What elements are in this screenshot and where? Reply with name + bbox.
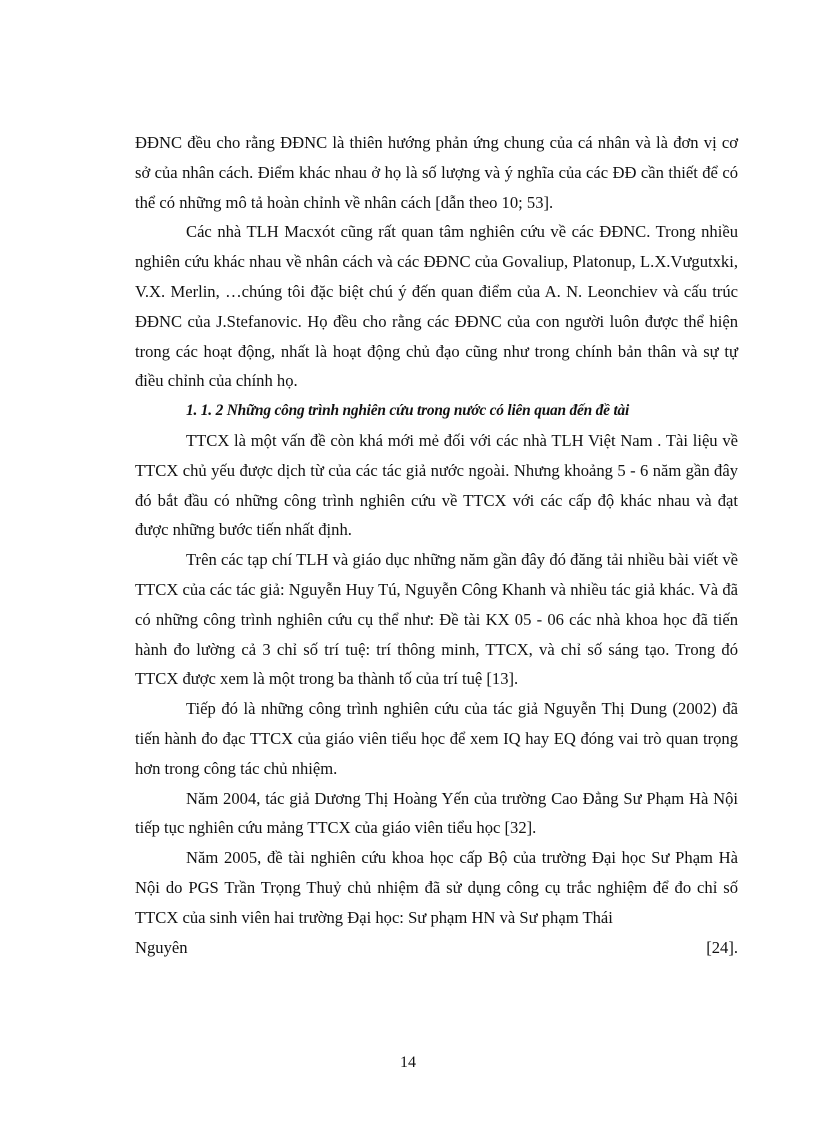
page-body — [135, 128, 738, 962]
page-number: 14 — [400, 1054, 416, 1071]
paragraph-7: Năm 2005, đề tài nghiên cứu khoa học cấp Bộ của trường Đại học Sư Phạm Hà Nội do PGS Trần Trọng Thuỷ chủ nhiệm đã sử dụng công cụ trắc nghiệm để đo chỉ số TTCX của sinh viên hai trường Đại học: Sư phạm HN và Sư phạm Thái — [135, 848, 738, 927]
section-heading: 1. 1. 2 Những công trình nghiên cứu trong nước có liên quan đến đề tài — [186, 402, 630, 420]
paragraph-5: Tiếp đó là những công trình nghiên cứu của tác giả Nguyễn Thị Dung (2002) đã tiến hành đo đạc TTCX của giáo viên tiểu học để xem IQ hay EQ đóng vai trò quan trọng hơn trong công tác chủ nhiệm. — [135, 699, 738, 778]
citation: [24]. — [706, 937, 738, 957]
paragraph-2: Các nhà TLH Macxót cũng rất quan tâm nghiên cứu về các ĐĐNC. Trong nhiều nghiên cứu khác nhau về nhân cách và các ĐĐNC của Govaliup, Platonup, L.X.Vưgutxki, V.X. Merlin, …chúng tôi đặc biệt chú ý đến quan điểm của A. N. Leonchiev và cấu trúc ĐĐNC của J.Stefanovic. Họ đều cho rằng các ĐĐNC của con người luôn được thể hiện trong các hoạt động, nhất là hoạt động chủ đạo cũng như trong chính bản thân và sự tự điều chỉnh của chính họ. — [135, 222, 738, 391]
last-line-word: Nguyên — [135, 937, 188, 957]
paragraph-3: TTCX là một vấn đề còn khá mới mẻ đối với các nhà TLH Việt Nam . Tài liệu về TTCX chủ yếu được dịch từ của các tác giả nước ngoài. Nhưng khoảng 5 - 6 năm gần đây đó bắt đầu có những công trình nghiên cứu về TTCX với các cấp độ khác nhau và đạt được những bước tiến nhất định. — [135, 430, 738, 540]
paragraph-1: ĐĐNC đều cho rằng ĐĐNC là thiên hướng phản ứng chung của cá nhân và là đơn vị cơ sở của nhân cách. Điểm khác nhau ở họ là số lượng và ý nghĩa của các ĐĐ cần thiết để có thể có những mô tả hoàn chỉnh về nhân cách [dẫn theo 10; 53]. — [135, 133, 738, 212]
paragraph-4: Trên các tạp chí TLH và giáo dục những năm gần đây đó đăng tải nhiều bài viết về TTCX của các tác giả: Nguyễn Huy Tú, Nguyễn Công Khanh và nhiều tác giả khác. Và đã có những công trình nghiên cứu cụ thể như: Đề tài KX 05 - 06 các nhà khoa học đã tiến hành đo lường cả 3 chỉ số trí tuệ: trí thông minh, TTCX, và chỉ số sáng tạo. Trong đó TTCX được xem là một trong ba thành tố của trí tuệ [13]. — [135, 550, 738, 689]
paragraph-7-last-line — [135, 933, 738, 963]
paragraph-6: Năm 2004, tác giả Dương Thị Hoàng Yến của trường Cao Đẳng Sư Phạm Hà Nội tiếp tục nghiên cứu mảng TTCX của giáo viên tiểu học [32]. — [135, 788, 738, 838]
